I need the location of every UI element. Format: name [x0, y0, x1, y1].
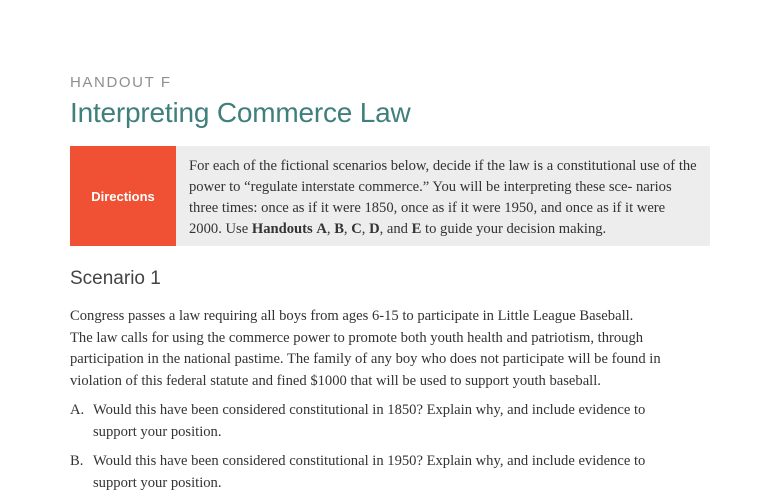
question-line: Would this have been considered constitutional in 1850? Explain why, and include evidence to — [93, 402, 646, 418]
question-text — [93, 451, 710, 494]
handout-b-ref: B — [334, 221, 344, 237]
handout-c-ref: C — [351, 221, 362, 237]
scenario-line: The law calls for using the commerce power to promote both youth health and patriotism, through — [70, 329, 644, 346]
question-line: support your position. — [93, 474, 222, 491]
directions-text: For each of the fictional scenarios below, decide if the law is a constitutional use of the power to “regulate interstate commerce.” You will be interpreting these sce- narios three times: once as if it were 1850, once as if it were 1950, and once as if it were 2000. Use Handouts A, B, C, D, and E to guide your decision making. — [189, 158, 697, 237]
question-b — [70, 451, 710, 494]
directions-text-part2: to guide your decision making. — [421, 221, 607, 237]
handouts-word: Handouts — [251, 221, 313, 237]
question-text — [93, 400, 710, 443]
handout-a-ref: A — [316, 221, 327, 237]
scenario-line: participation in the national pastime. The family of any boy who does not participate will be found in — [70, 351, 661, 367]
scenario-heading: Scenario 1 — [70, 268, 161, 289]
question-a — [70, 400, 710, 443]
handout-d-ref: D — [369, 221, 380, 237]
and-word: and — [386, 221, 408, 237]
scenario-line: Congress passes a law requiring all boys from ages 6-15 to participate in Little League Baseball. — [70, 308, 634, 324]
question-line: Would this have been considered constitutional in 1950? Explain why, and include evidence to — [93, 453, 646, 469]
directions-label: Directions — [91, 188, 155, 204]
directions-box — [70, 146, 710, 246]
scenario-line: violation of this federal statute and fined $1000 that will be used to support youth baseball. — [70, 372, 601, 389]
question-line: support your position. — [93, 423, 222, 440]
page-title: Interpreting Commerce Law — [70, 97, 411, 128]
scenario-body — [70, 306, 720, 392]
directions-tab — [70, 146, 176, 246]
handout-e-ref: E — [411, 221, 422, 237]
question-letter: B. — [70, 453, 84, 469]
directions-text-part1: For each of the fictional scenarios below, decide if the law is a constitutional use of the power to “regulate interstate commerce.” You will be interpreting these sce- narios three times: once as if it were 1850, once as if it were 1950, and once as if it were 2000. Use — [189, 158, 697, 237]
handout-label: HANDOUT F — [70, 74, 172, 91]
question-letter: A. — [70, 402, 85, 418]
